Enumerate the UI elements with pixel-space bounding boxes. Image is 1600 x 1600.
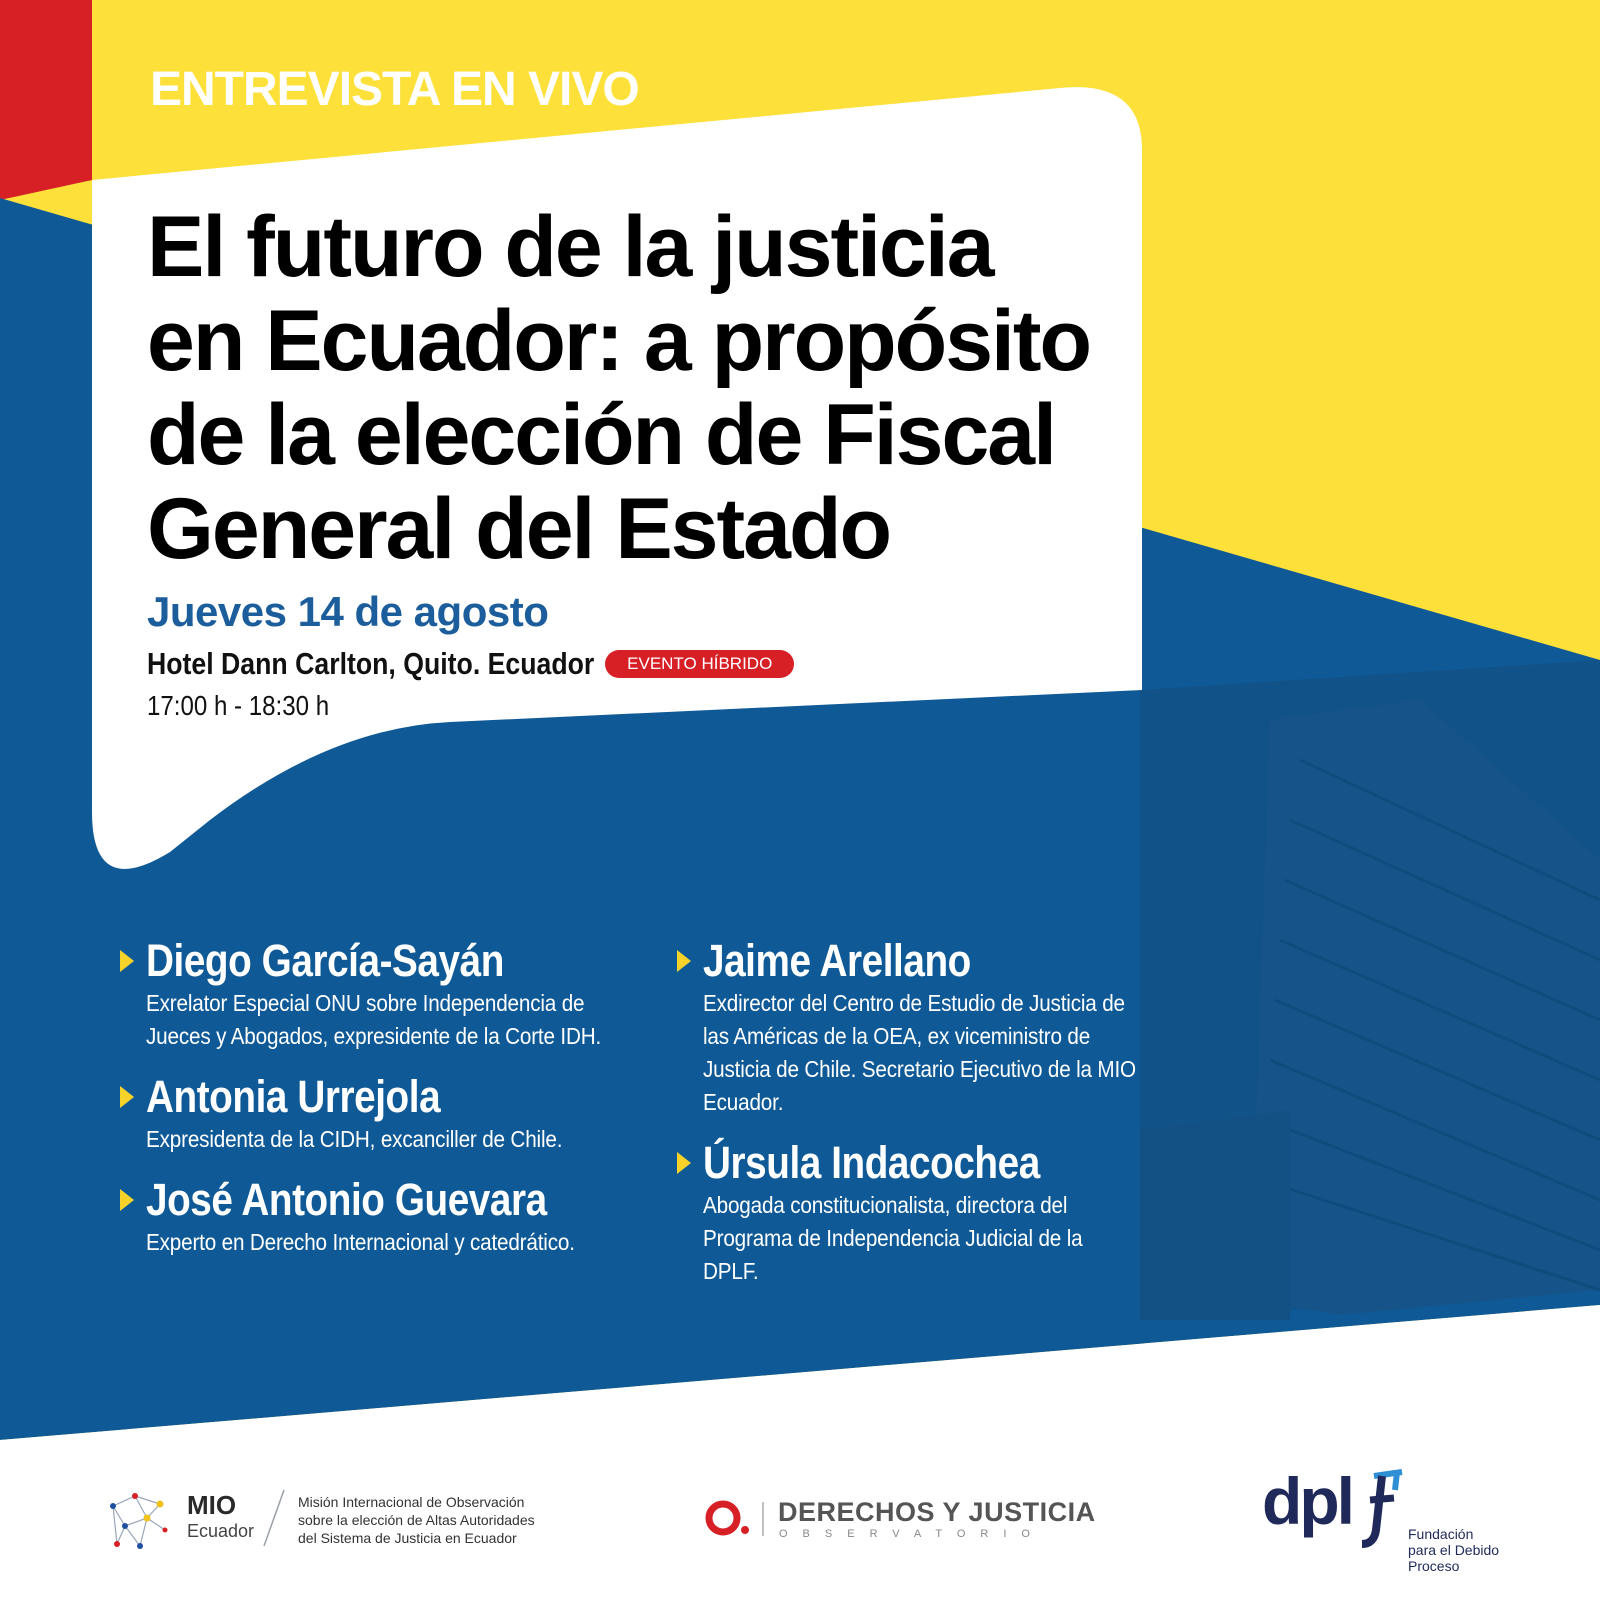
speaker-description: Experto en Derecho Internacional y catedrático. xyxy=(146,1229,575,1255)
speaker-description: Abogada constitucionalista, directora del Programa de Independencia Judicial de la DPLF. xyxy=(703,1192,1083,1284)
red-corner-stripe xyxy=(0,0,92,200)
mio-description-line: sobre la elección de Altas Autoridades xyxy=(298,1512,535,1528)
speakers-right-column xyxy=(677,935,1137,1306)
mio-logo-name: MIO xyxy=(187,1490,237,1520)
dplf-subtitle-line: Fundación xyxy=(1408,1526,1474,1542)
speaker-item xyxy=(677,935,1137,1119)
speaker-name: Úrsula Indacochea xyxy=(703,1137,1040,1188)
derechos-justicia-subtitle: OBSERVATORIO xyxy=(779,1528,1045,1540)
page-title xyxy=(147,200,1107,576)
building-photo xyxy=(1140,660,1600,1320)
dplf-logo-icon xyxy=(1262,1460,1422,1550)
svg-text:dpl: dpl xyxy=(1262,1464,1352,1538)
event-kicker: ENTREVISTA EN VIVO xyxy=(150,63,639,116)
hybrid-event-badge: EVENTO HÍBRIDO xyxy=(605,650,794,678)
speakers-left-column xyxy=(120,935,650,1277)
mio-description-line: del Sistema de Justicia en Ecuador xyxy=(298,1530,517,1546)
event-date: Jueves 14 de agosto xyxy=(147,588,549,635)
speaker-description: Expresidenta de la CIDH, excanciller de Chile. xyxy=(146,1126,563,1152)
dplf-subtitle-line: Proceso xyxy=(1408,1558,1460,1574)
speaker-description: Exrelator Especial ONU sobre Independencia de Jueces y Abogados, expresidente de la Corte IDH. xyxy=(146,990,602,1049)
title-line: en Ecuador: a propósito xyxy=(147,293,1091,389)
speaker-description: Exdirector del Centro de Estudio de Justicia de las Américas de la OEA, ex viceministro de Justicia de Chile. Secretario Ejecutivo de la MIO Ecuador. xyxy=(703,990,1136,1115)
event-venue: Hotel Dann Carlton, Quito. Ecuador xyxy=(147,646,595,681)
bullet-arrow-icon xyxy=(120,950,134,972)
speaker-name: Diego García-Sayán xyxy=(146,935,504,986)
title-line: General del Estado xyxy=(147,481,891,577)
speaker-name: Jaime Arellano xyxy=(703,935,971,986)
speaker-item xyxy=(120,1071,650,1156)
dplf-subtitle xyxy=(1408,1526,1558,1574)
title-line: El futuro de la justicia xyxy=(147,199,993,295)
speaker-item xyxy=(120,1174,650,1259)
mio-description xyxy=(298,1493,598,1547)
venue-row xyxy=(147,646,794,682)
bullet-arrow-icon xyxy=(120,1086,134,1108)
speaker-item xyxy=(677,1137,1137,1288)
speaker-name: Antonia Urrejola xyxy=(146,1071,441,1122)
title-line: de la elección de Fiscal xyxy=(147,387,1055,483)
mio-logo-subtitle: Ecuador xyxy=(187,1521,255,1541)
mio-description-line: Misión Internacional de Observación xyxy=(298,1494,525,1510)
speaker-item xyxy=(120,935,650,1053)
bullet-arrow-icon xyxy=(120,1189,134,1211)
derechos-justicia-name: DERECHOS Y JUSTICIA xyxy=(778,1497,1096,1527)
speaker-name: José Antonio Guevara xyxy=(146,1174,547,1225)
bullet-arrow-icon xyxy=(677,950,691,972)
dplf-subtitle-line: para el Debido xyxy=(1408,1542,1500,1558)
event-time: 17:00 h - 18:30 h xyxy=(147,690,330,721)
mio-network-logo-icon xyxy=(105,1486,175,1556)
divider-slash-icon xyxy=(262,1488,286,1548)
derechos-justicia-logo-icon xyxy=(705,1498,769,1538)
bullet-arrow-icon xyxy=(677,1152,691,1174)
